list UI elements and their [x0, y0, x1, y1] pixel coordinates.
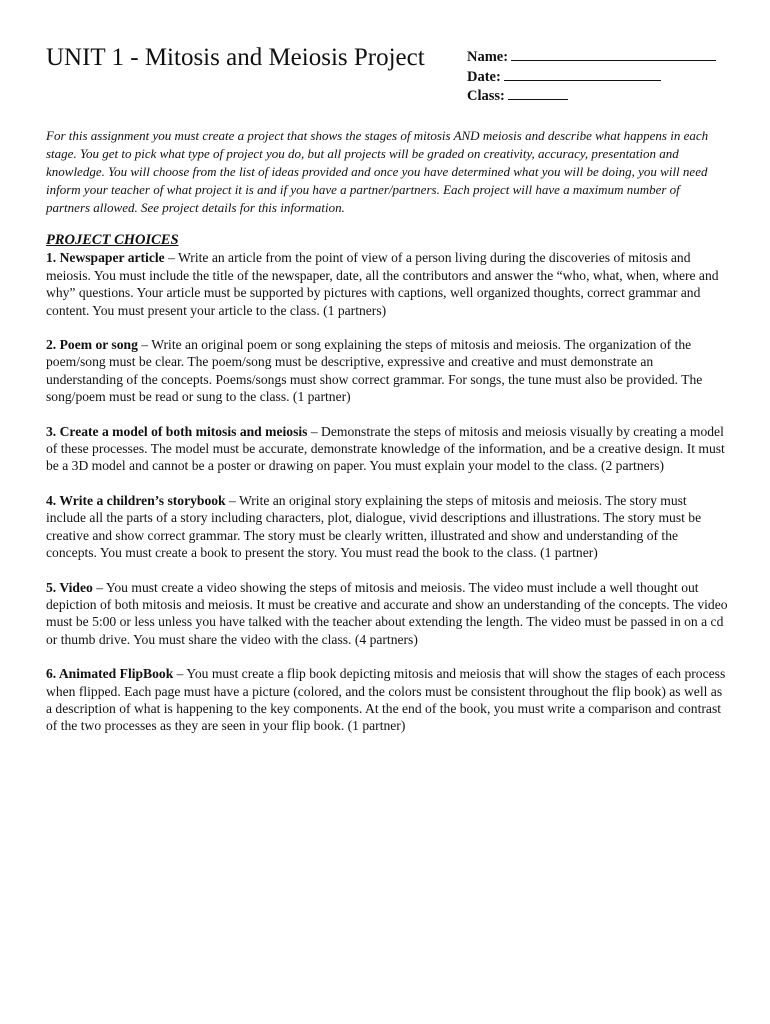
choice-description: – Write an article from the point of view of a person living during the discoveries of mitosis and meiosis. You must include the title of the newspaper, date, all the contributors and answer the “who, what, when, where and why” questions. Your article must be supported by pictures with captions, well organized thoughts, correct grammar and content. You must present your article to the class. (1 partners): [46, 250, 719, 318]
choice-description: – Write an original poem or song explaining the steps of mitosis and meiosis. The organization of the poem/song must be clear. The poem/song must be descriptive, expressive and creative and must demonstrate an understanding of the concepts. Poems/songs must show correct grammar. For songs, the tune must also be provided. The song/poem must be read or sung to the class. (1 partner): [46, 337, 703, 405]
name-label: Name:: [467, 49, 509, 65]
choice-title: 5. Video: [46, 579, 93, 595]
choice-model: [46, 423, 728, 475]
choice-poem-or-song: [46, 336, 728, 406]
class-label: Class:: [467, 88, 505, 104]
choice-title: 3. Create a model of both mitosis and meiosis: [46, 423, 308, 439]
choice-storybook: [46, 492, 728, 562]
student-info-fields: [467, 47, 716, 106]
project-choices-heading: PROJECT CHOICES: [46, 232, 179, 248]
name-field-row: [467, 47, 716, 67]
choice-newspaper-article: [46, 249, 728, 319]
class-field-row: [467, 86, 716, 106]
date-field-row: [467, 67, 716, 87]
class-blank[interactable]: [508, 86, 568, 100]
project-choices-section: [46, 232, 728, 752]
choice-description: – Demonstrate the steps of mitosis and meiosis visually by creating a model of these processes. The model must be accurate, demonstrate knowledge of the information, and be a creative design. It must be a 3D model and cannot be a poster or drawing on paper. You must explain your model to the class. (2 partners): [46, 423, 725, 474]
date-blank[interactable]: [504, 67, 661, 81]
choice-flipbook: [46, 665, 728, 735]
date-label: Date:: [467, 68, 501, 85]
choice-description: – You must create a flip book depicting mitosis and meiosis that will show the stages of each process when flipped. Each page must have a picture (colored, and the colors must be consistent throughout the flip book) as well as a description of what is happening to the key components. At the end of the book, you must write a comparison and contrast of the two processes as they are seen in your flip book. (1 partner): [46, 666, 726, 734]
page-title: UNIT 1 - Mitosis and Meiosis Project: [46, 44, 425, 71]
choice-title: 1. Newspaper article: [46, 250, 165, 266]
choice-title: 4. Write a children’s storybook: [46, 492, 226, 508]
choice-title: 6. Animated FlipBook: [46, 666, 174, 682]
assignment-instructions: For this assignment you must create a project that shows the stages of mitosis AND meiosis and describe what happens in each stage. You get to pick what type of project you do, but all projects will be graded on creativity, accuracy, presentation and knowledge. You will choose from the list of ideas provided and once you have determined what you will be doing, you will need inform your teacher of what project it is and if you have a partner/partners. Each project will have a maximum number of partners allowed. See project details for this information.: [46, 128, 709, 215]
choice-description: – You must create a video showing the steps of mitosis and meiosis. The video must include a well thought out depiction of both mitosis and meiosis. It must be creative and accurate and show an understanding of the concepts. The video must be 5:00 or less unless you have talked with the teacher about extending the length. The video must be passed in on a cd or thumb drive. You must share the video with the class. (4 partners): [46, 579, 728, 647]
choice-video: [46, 579, 728, 649]
name-blank[interactable]: [511, 47, 716, 61]
choice-title: 2. Poem or song: [46, 337, 138, 353]
choice-description: – Write an original story explaining the steps of mitosis and meiosis. The story must include all the parts of a story including characters, plot, dialogue, vivid descriptions and illustrations. The story must be creative and show correct grammar. The story must be clearly written, illustrated and show and understanding of the concepts. You must create a book to present the story. You must read the book to the class. (1 partner): [46, 492, 702, 561]
